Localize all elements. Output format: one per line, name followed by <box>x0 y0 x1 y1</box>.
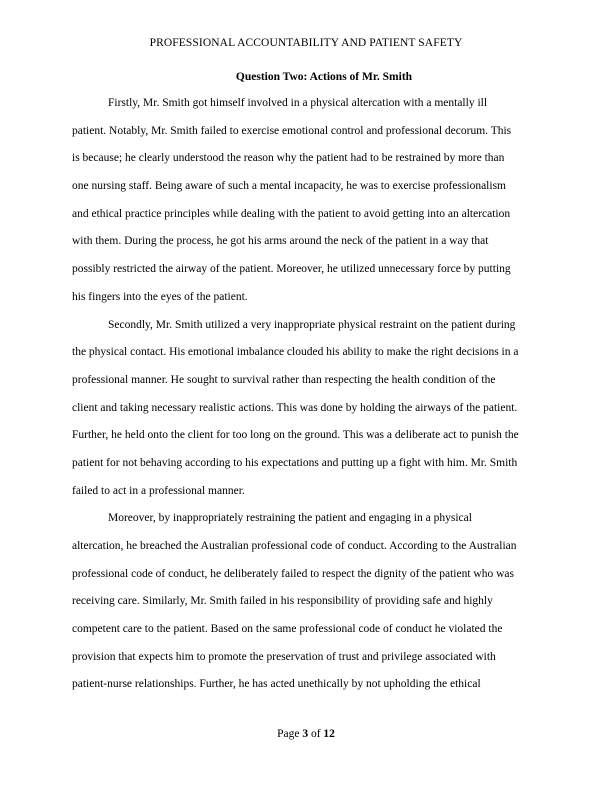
paragraph-2-line: Secondly, Mr. Smith utilized a very inappropriate physical restraint on the patient during <box>108 318 516 331</box>
paragraph-1-line: possibly restricted the airway of the patient. Moreover, he utilized unnecessary force by putting <box>72 263 511 276</box>
page-footer <box>0 728 612 740</box>
paragraph-1-line: Firstly, Mr. Smith got himself involved in a physical altercation with a mentally ill <box>108 97 488 109</box>
total-pages-number: 12 <box>323 728 335 740</box>
paragraph-3-line: competent care to the patient. Based on the same professional code of conduct he violated the <box>72 623 503 636</box>
paragraph-3-line: Moreover, by inappropriately restraining the patient and engaging in a physical <box>108 512 472 525</box>
paragraph-3-line: professional code of conduct, he deliberately failed to respect the dignity of the patient who was <box>72 567 514 580</box>
paragraph-1-line: patient. Notably, Mr. Smith failed to exercise emotional control and professional decorum. This <box>72 124 512 137</box>
paragraph-2-line: Further, he held onto the client for too long on the ground. This was a deliberate act to punish the <box>72 429 519 442</box>
paragraph-3-line: altercation, he breached the Australian professional code of conduct. According to the Australian <box>72 540 517 552</box>
paragraph-2-line: client and taking necessary realistic actions. This was done by holding the airways of the patient. <box>72 401 518 414</box>
paragraph-3-line: provision that expects him to promote the preservation of trust and privilege associated with <box>72 650 496 663</box>
current-page-number: 3 <box>302 728 309 740</box>
paragraph-1-line: is because; he clearly understood the reason why the patient had to be restrained by more than <box>72 152 505 165</box>
paragraph-1-line: and ethical practice principles while dealing with the patient to avoid getting into an altercation <box>72 207 511 220</box>
running-head: PROFESSIONAL ACCOUNTABILITY AND PATIENT SAFETY <box>149 37 463 49</box>
paragraph-1-line: one nursing staff. Being aware of such a mental incapacity, he was to exercise professionalism <box>72 180 506 193</box>
paragraph-3-line: patient-nurse relationships. Further, he has acted unethically by not upholding the ethical <box>72 678 481 691</box>
paragraph-2-line: patient for not behaving according to his expectations and putting up a fight with him. Mr. Smith <box>72 456 518 469</box>
paragraph-2-line: the physical contact. His emotional imbalance clouded his ability to make the right decisions in a <box>72 346 519 359</box>
paragraph-1-line: with them. During the process, he got his arms around the neck of the patient in a way that <box>72 235 489 248</box>
paragraph-2-line: professional manner. He sought to survival rather than respecting the health condition of the <box>72 373 496 386</box>
body-text <box>72 97 612 706</box>
of-word: of <box>310 728 321 740</box>
paragraph-1-line: his fingers into the eyes of the patient. <box>72 290 248 303</box>
paragraph-3-line: receiving care. Similarly, Mr. Smith failed in his responsibility of providing safe and highly <box>72 595 493 608</box>
section-heading: Question Two: Actions of Mr. Smith <box>235 71 413 83</box>
paragraph-2-line: failed to act in a professional manner. <box>72 484 245 497</box>
page-word: Page <box>277 728 300 740</box>
